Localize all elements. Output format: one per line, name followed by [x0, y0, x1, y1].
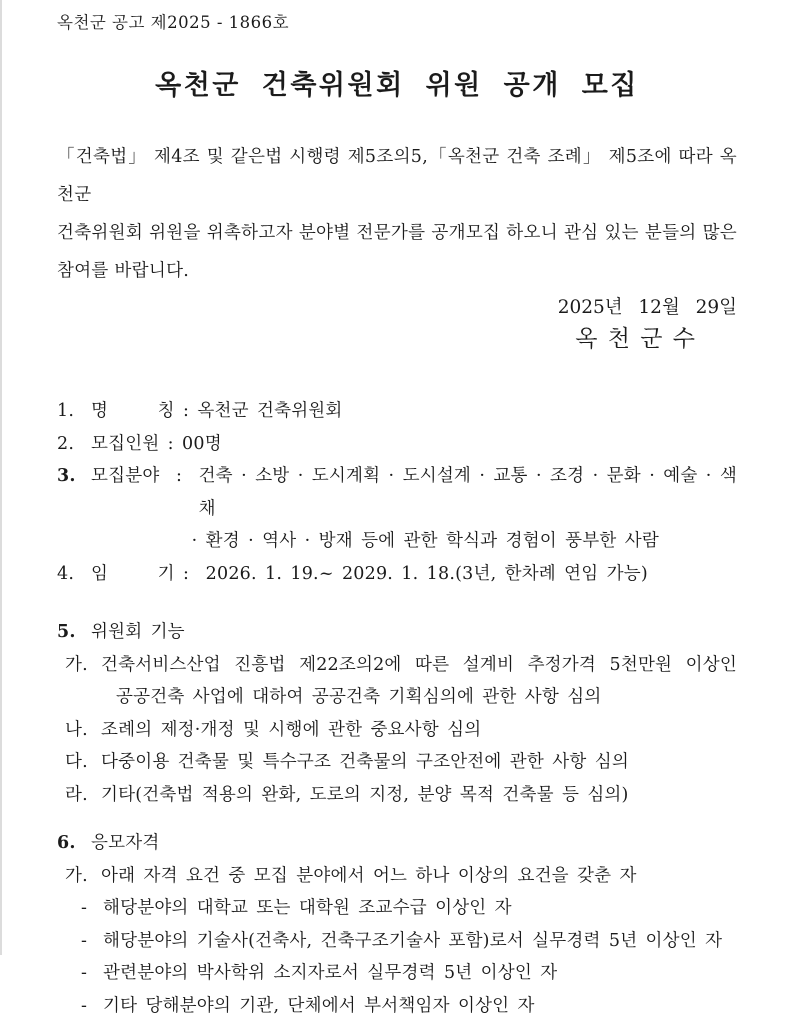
dash-marker: - [81, 925, 103, 958]
intro-paragraph [57, 138, 737, 290]
item-text: 임 기 : 2026. 1. 19.~ 2029. 1. 18.(3년, 한차례 연임 가능) [91, 558, 648, 591]
sub-item-label: 다. [65, 746, 101, 779]
section-heading [57, 827, 737, 860]
fields-line-2: · 환경 · 역사 · 방재 등에 관한 학식과 경험이 풍부한 사람 [192, 525, 737, 558]
sub-item-value: 기타(건축법 적용의 완화, 도로의 지정, 분양 목적 건축물 등 심의) [101, 779, 737, 812]
item-value [199, 460, 737, 558]
intro-line-2: 건축위원회 위원을 위촉하고자 분야별 전문가를 공개모집 하오니 관심 있는 분들의 많은 [57, 214, 737, 252]
intro-line-1: 「건축법」 제4조 및 같은법 시행령 제5조의5,「옥천군 건축 조례」 제5조에 따라 옥천군 [57, 138, 737, 214]
eligibility-bullet-1 [57, 892, 737, 925]
section-title: 위원회 기능 [91, 616, 185, 649]
function-ga-line-2: 공공건축 사업에 대하여 공공건축 기획심의에 관한 사항 심의 [101, 681, 737, 714]
issue-date: 2025년 12월 29일 [57, 295, 737, 321]
item-number: 3. [57, 460, 91, 493]
sub-item-label: 가. [65, 649, 101, 682]
eligibility-bullet-3 [57, 957, 737, 990]
dash-marker: - [81, 990, 103, 1022]
list-item-term [57, 558, 737, 591]
sub-item-label: 나. [65, 714, 101, 747]
item-number: 1. [57, 395, 91, 428]
sub-item-value [101, 649, 737, 714]
sub-item-value: 아래 자격 요건 중 모집 분야에서 어느 하나 이상의 요건을 갖춘 자 [101, 860, 737, 893]
section-heading [57, 616, 737, 649]
function-item-ga [57, 649, 737, 714]
eligibility-intro [57, 860, 737, 893]
section-eligibility [57, 827, 737, 1022]
bullet-text: 기타 당해분야의 기관, 단체에서 부서책임자 이상인 자 [103, 990, 737, 1022]
function-item-da [57, 746, 737, 779]
intro-line-3: 참여를 바랍니다. [57, 252, 737, 290]
bullet-text: 해당분야의 대학교 또는 대학원 조교수급 이상인 자 [103, 892, 737, 925]
function-item-na [57, 714, 737, 747]
section-number: 6. [57, 827, 91, 860]
section-committee-functions [57, 616, 737, 811]
section-number: 5. [57, 616, 91, 649]
dash-marker: - [81, 957, 103, 990]
item-text: 명 칭 : 옥천군 건축위원회 [91, 395, 343, 428]
eligibility-bullet-2 [57, 925, 737, 958]
sub-item-label: 라. [65, 779, 101, 812]
fields-line-1: 건축 · 소방 · 도시계획 · 도시설계 · 교통 · 조경 · 문화 · 예술 · 색채 [199, 460, 737, 525]
item-number: 2. [57, 428, 91, 461]
document-body [57, 395, 737, 1022]
eligibility-bullet-4 [57, 990, 737, 1022]
bullet-text: 관련분야의 박사학위 소지자로서 실무경력 5년 이상인 자 [103, 957, 737, 990]
function-ga-line-1: 건축서비스산업 진흥법 제22조의2에 따른 설계비 추정가격 5천만원 이상인 [101, 649, 737, 682]
sub-item-value: 조례의 제정·개정 및 시행에 관한 중요사항 심의 [101, 714, 737, 747]
section-title: 응모자격 [91, 827, 159, 860]
item-label: 모집분야 : [91, 460, 199, 493]
sub-item-value: 다중이용 건축물 및 특수구조 건축물의 구조안전에 관한 사항 심의 [101, 746, 737, 779]
notice-number: 옥천군 공고 제2025 - 1866호 [57, 12, 737, 34]
issuer-signature: 옥 천 군 수 [57, 323, 737, 355]
bullet-text: 해당분야의 기술사(건축사, 건축구조기술사 포함)로서 실무경력 5년 이상인 자 [103, 925, 737, 958]
list-item-headcount [57, 428, 737, 461]
list-item-name [57, 395, 737, 428]
list-item-fields [57, 460, 737, 558]
item-text: 모집인원 : 00명 [91, 428, 222, 461]
item-number: 4. [57, 558, 91, 591]
function-item-ra [57, 779, 737, 812]
dash-marker: - [81, 892, 103, 925]
sub-item-label: 가. [65, 860, 101, 893]
document-title: 옥천군 건축위원회 위원 공개 모집 [57, 68, 737, 104]
